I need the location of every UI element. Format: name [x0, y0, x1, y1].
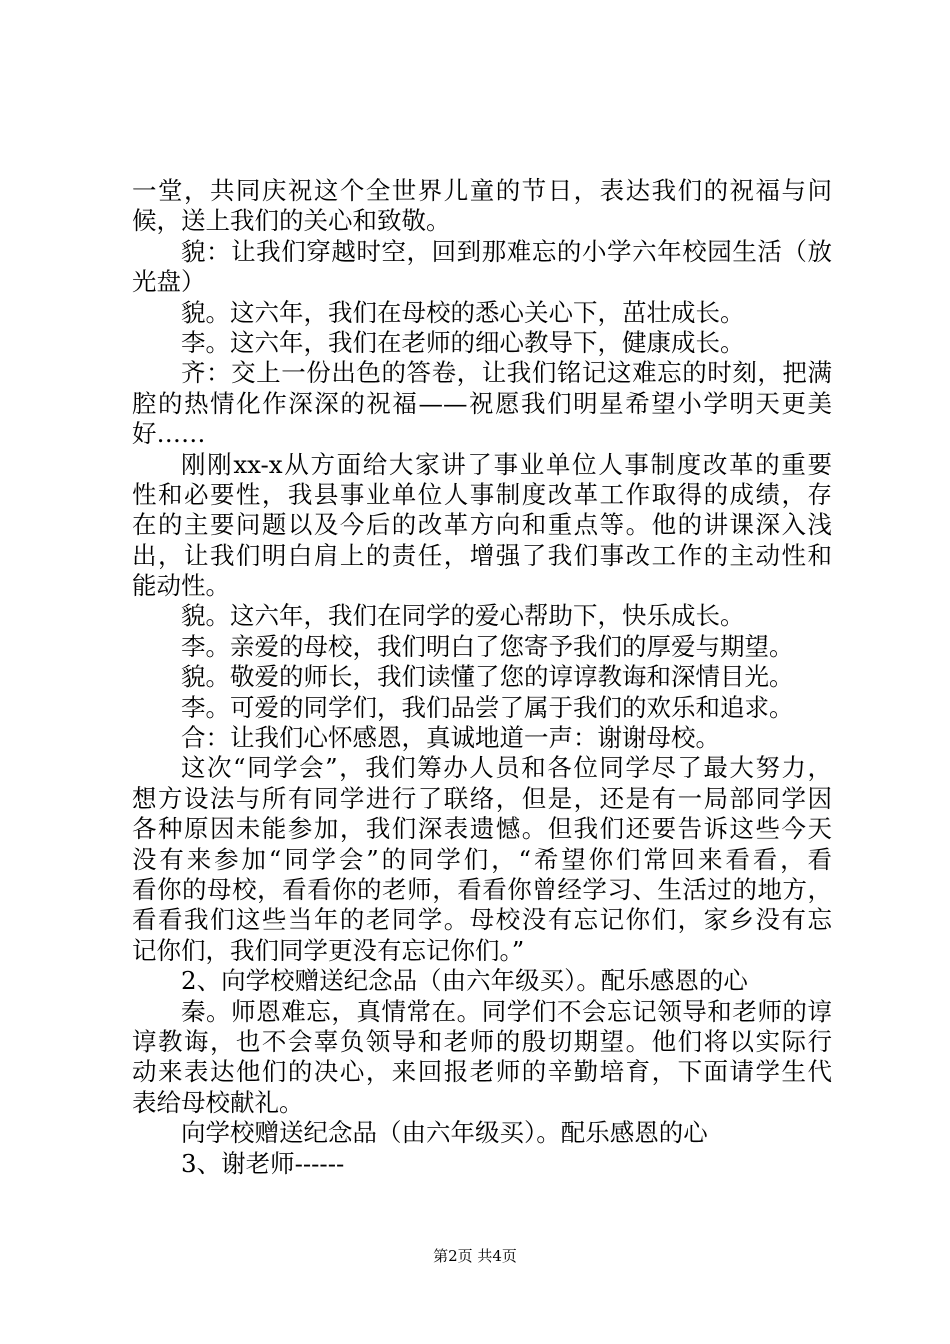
paragraph-line: 2、向学校赠送纪念品（由六年级买）。配乐感恩的心	[181, 966, 748, 996]
paragraph-line: 合：让我们心怀感恩，真诚地道一声：谢谢母校。	[181, 723, 720, 753]
paragraph-line: 貌。这六年，我们在同学的爱心帮助下，快乐成长。	[181, 601, 745, 631]
page-footer	[0, 1246, 950, 1266]
paragraph-line: 李。可爱的同学们，我们品尝了属于我们的欢乐和追求。	[181, 692, 794, 722]
paragraph-line: 李。亲爱的母校，我们明白了您寄予我们的厚爱与期望。	[181, 631, 794, 661]
page-number-label: 第2页 共4页	[433, 1247, 517, 1265]
paragraph-line: 貌。这六年，我们在母校的悉心关心下，茁壮成长。	[181, 297, 745, 327]
paragraph-line: 好……	[132, 419, 206, 449]
paragraph-line: 能动性。	[132, 571, 230, 601]
paragraph-line: 齐：交上一份出色的答卷，让我们铭记这难忘的时刻，把满	[181, 358, 832, 388]
paragraph-line: 腔的热情化作深深的祝福——祝愿我们明星希望小学明天更美	[132, 388, 832, 418]
paragraph-line: 记你们，我们同学更没有忘记你们。”	[132, 935, 525, 965]
paragraph-line: 没有来参加“同学会”的同学们，“希望你们常回来看看，看	[132, 844, 832, 874]
paragraph-line: 貌。敬爱的师长，我们读懂了您的谆谆教诲和深情目光。	[181, 662, 794, 692]
paragraph-line: 看看我们这些当年的老同学。母校没有忘记你们，家乡没有忘	[132, 905, 832, 935]
paragraph-line: 一堂，共同庆祝这个全世界儿童的节日，表达我们的祝福与问	[132, 176, 832, 205]
paragraph-line: 光盘）	[132, 267, 206, 297]
paragraph-line: 动来表达他们的决心，来回报老师的辛勤培育，下面请学生代	[132, 1057, 832, 1087]
paragraph-line: 这次“同学会”，我们筹办人员和各位同学尽了最大努力，	[181, 753, 832, 783]
paragraph-line: 看你的母校，看看你的老师，看看你曾经学习、生活过的地方，	[132, 874, 832, 904]
paragraph-line: 性和必要性，我县事业单位人事制度改革工作取得的成绩，存	[132, 479, 832, 509]
paragraph-line: 刚刚xx-x从方面给大家讲了事业单位人事制度改革的重要	[181, 449, 832, 479]
paragraph-line: 貌：让我们穿越时空，回到那难忘的小学六年校园生活（放	[181, 236, 832, 266]
paragraph-line: 秦。师恩难忘，真情常在。同学们不会忘记领导和老师的谆	[181, 996, 832, 1026]
paragraph-line: 向学校赠送纪念品（由六年级买）。配乐感恩的心	[181, 1118, 708, 1148]
paragraph-line: 出，让我们明白肩上的责任，增强了我们事改工作的主动性和	[132, 540, 832, 570]
document-body	[132, 176, 832, 1179]
paragraph-line: 表给母校献礼。	[132, 1087, 304, 1117]
paragraph-line: 想方设法与所有同学进行了联络，但是，还是有一局部同学因	[132, 783, 832, 813]
paragraph-line: 在的主要问题以及今后的改革方向和重点等。他的讲课深入浅	[132, 510, 832, 540]
paragraph-line: 3、谢老师------	[181, 1148, 345, 1178]
paragraph-line: 候，送上我们的关心和致敬。	[132, 206, 451, 236]
paragraph-line: 李。这六年，我们在老师的细心教导下，健康成长。	[181, 327, 745, 357]
paragraph-line: 谆教诲，也不会辜负领导和老师的殷切期望。他们将以实际行	[132, 1026, 832, 1056]
paragraph-line: 各种原因未能参加，我们深表遗憾。但我们还要告诉这些今天	[132, 814, 832, 844]
